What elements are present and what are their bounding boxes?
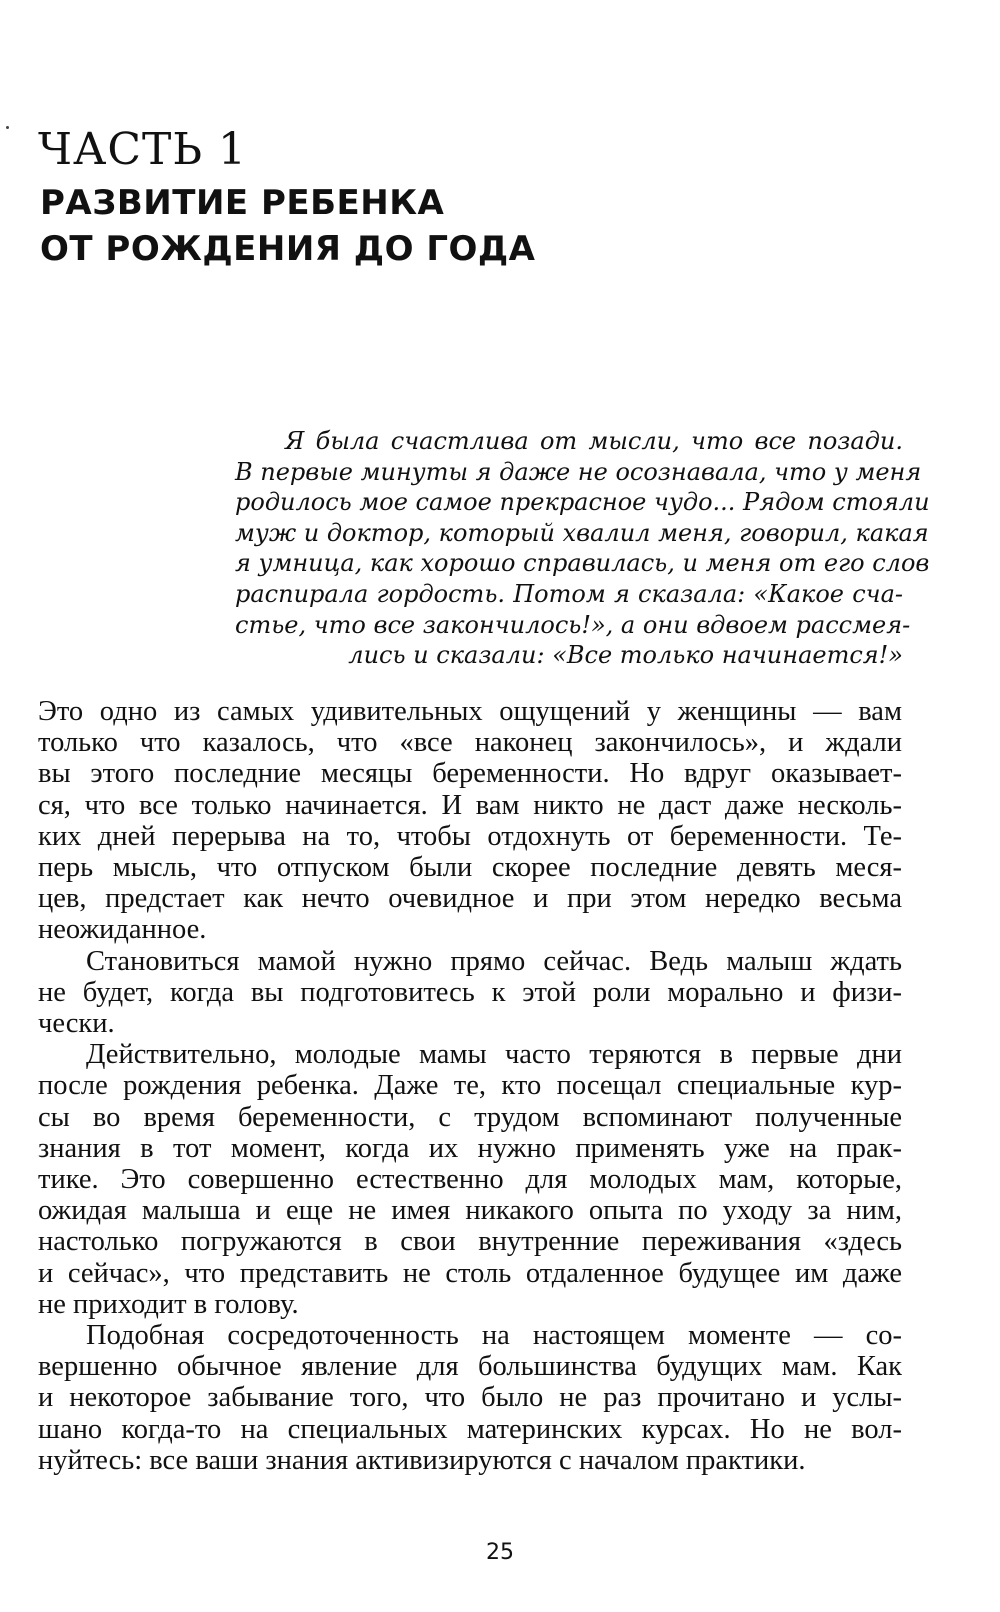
body-line: Это одно из самых удивительных ощущений у женщины — вам — [38, 696, 902, 727]
epigraph-line: В первые минуты я даже не осознавала, что у меня — [235, 457, 922, 486]
scan-speck — [6, 126, 9, 129]
body-line: ожидая малыша и еще не имея никакого опыта по уходу за ним, — [38, 1195, 902, 1227]
body-line: неожиданное. — [38, 914, 207, 946]
epigraph-line: Я была счастлива от мысли, что все позади. — [285, 427, 903, 455]
part-title — [40, 180, 536, 272]
body-line: Становиться мамой нужно прямо сейчас. Ведь малыш ждать — [86, 945, 902, 977]
epigraph-line: родилось мое самое прекрасное чудо... Рядом стояли — [235, 488, 930, 517]
body-line: чески. — [38, 1008, 115, 1040]
body-line: вершенно обычное явление для большинства будущих мам. Как — [38, 1351, 902, 1383]
body-line: сы во время беременности, с трудом вспоминают полученные — [38, 1101, 902, 1133]
epigraph — [235, 426, 930, 671]
body-line: Подобная сосредоточенность на настоящем моменте — со- — [86, 1320, 902, 1352]
body-line: перь мысль, что отпуском были скорее последние девять меся- — [38, 852, 902, 884]
body-line: после рождения ребенка. Даже те, кто посещал специальные кур- — [38, 1070, 902, 1102]
body-line: нуйтесь: все ваши знания активизируются с началом практики. — [38, 1444, 806, 1476]
body-line: вы этого последние месяцы беременности. Но вдруг оказывает- — [38, 758, 902, 790]
epigraph-line: лись и сказали: «Все только начинается!» — [348, 641, 903, 670]
page-number: 25 — [486, 1540, 514, 1565]
epigraph-line: я умница, как хорошо справилась, и меня от его слов — [235, 549, 930, 578]
part-title-line: ОТ РОЖДЕНИЯ ДО ГОДА — [40, 229, 536, 269]
epigraph-line: распирала гордость. Потом я сказала: «Какое сча- — [235, 579, 903, 608]
body-line: цев, предстает как нечто очевидное и при этом нередко весьма — [38, 883, 902, 915]
body-line: только что казалось, что «все наконец закончилось», и ждали — [38, 727, 902, 759]
body-line: шано когда-то на специальных материнских курсах. Но не вол- — [38, 1413, 902, 1445]
body-line: ких дней перерыва на то, чтобы отдохнуть от беременности. Те- — [38, 820, 902, 852]
body-line: и некоторое забывание того, что было не раз прочитано и услы- — [38, 1382, 902, 1414]
body-line: и сейчас», что представить не столь отдаленное будущее им даже — [38, 1257, 902, 1289]
body-line: тике. Это совершенно естественно для молодых мам, которые, — [38, 1164, 902, 1196]
body-line: Действительно, молодые мамы часто теряются в первые дни — [86, 1039, 902, 1071]
epigraph-line: стье, что все закончилось!», а они вдвоем рассмея- — [235, 610, 911, 639]
body-line: знания в тот момент, когда их нужно применять уже на прак- — [38, 1132, 902, 1164]
body-text — [38, 696, 902, 1476]
body-line: настолько погружаются в свои внутренние переживания «здесь — [38, 1226, 902, 1258]
body-line: не будет, когда вы подготовитесь к этой роли морально и физи- — [38, 976, 902, 1008]
body-line: не приходит в голову. — [38, 1288, 299, 1320]
part-title-line: РАЗВИТИЕ РЕБЕНКА — [40, 183, 445, 223]
body-line: ся, что все только начинается. И вам никто не даст даже несколь- — [38, 789, 902, 821]
epigraph-line: муж и доктор, который хвалил меня, говорил, какая — [235, 518, 929, 547]
part-label: ЧАСТЬ 1 — [38, 124, 247, 175]
